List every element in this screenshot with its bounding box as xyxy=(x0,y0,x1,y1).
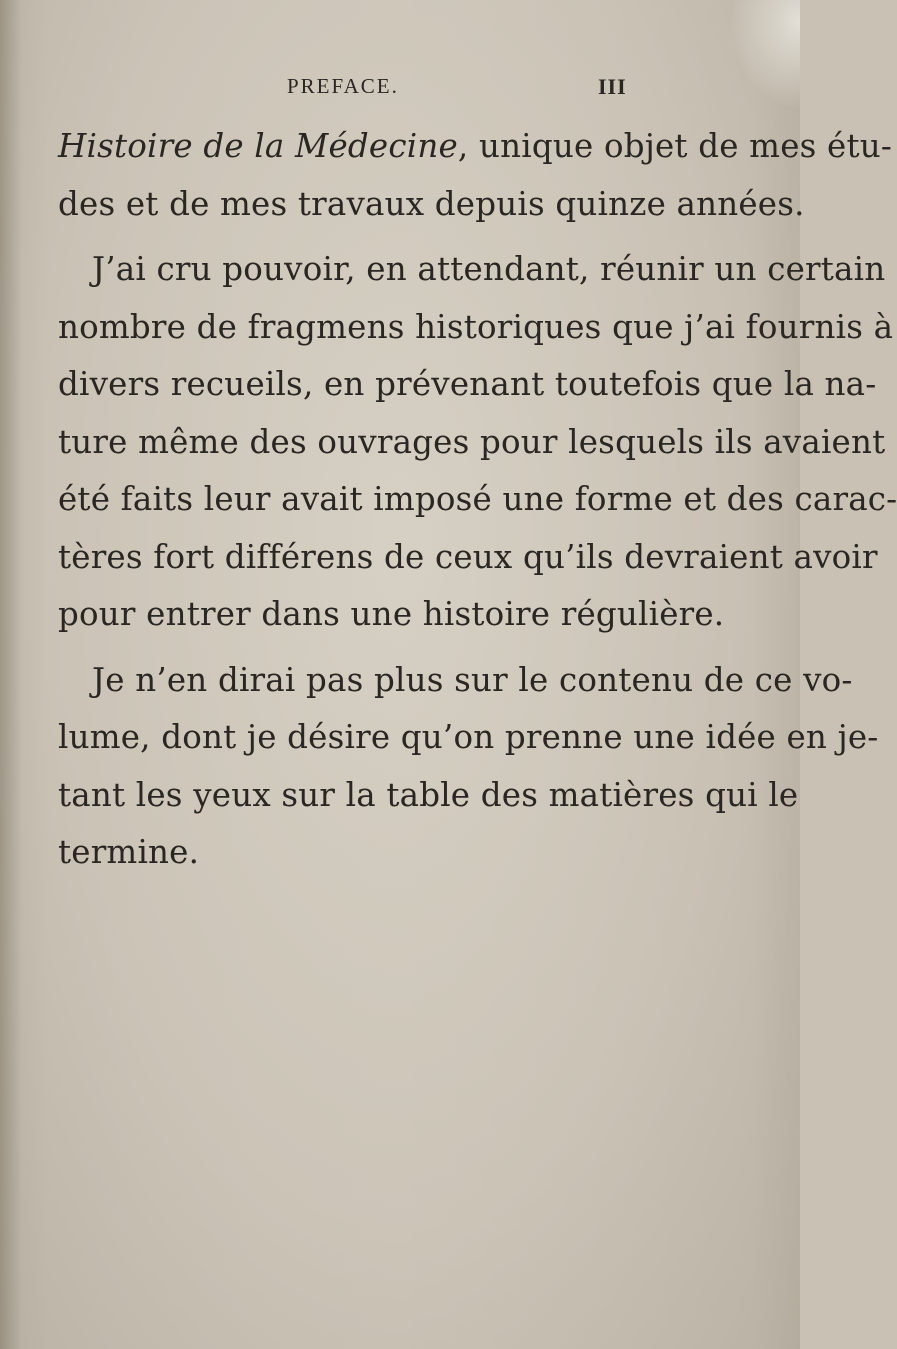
text-line: termine. xyxy=(58,833,200,871)
text-line: lume, dont je désire qu’on prenne une idée en je- xyxy=(58,718,879,756)
text-line xyxy=(58,118,893,176)
text-line: tant les yeux sur la table des matières qui le xyxy=(58,775,799,814)
text-line: tères fort différens de ceux qu’ils devraient avoir xyxy=(58,537,878,576)
text-line: des et de mes travaux depuis quinze années. xyxy=(58,184,805,223)
paragraph xyxy=(58,241,897,644)
text-line: J’ai cru pouvoir, en attendant, réunir un certain xyxy=(92,250,886,288)
text-line: ture même des ouvrages pour lesquels ils avaient xyxy=(58,422,886,461)
running-head: PREFACE. xyxy=(287,74,399,98)
text-line: pour entrer dans une histoire régulière. xyxy=(58,595,725,633)
text-line: divers recueils, en prévenant toutefois que la na- xyxy=(58,365,877,403)
text-span: , unique objet de mes étu- xyxy=(457,127,893,165)
text-line: Je n’en dirai pas plus sur le contenu de ce vo- xyxy=(92,660,853,699)
paragraph xyxy=(58,652,879,882)
page-number: III xyxy=(598,74,627,99)
body-text xyxy=(58,118,897,882)
text-line: nombre de fragmens historiques que j’ai fournis à xyxy=(58,307,894,346)
italic-title: Histoire de la Médecine xyxy=(58,127,458,165)
paragraph xyxy=(58,118,893,233)
text-line: été faits leur avait imposé une forme et des carac- xyxy=(58,480,897,518)
page-header xyxy=(0,74,800,104)
page-gutter-shadow xyxy=(0,0,22,1349)
